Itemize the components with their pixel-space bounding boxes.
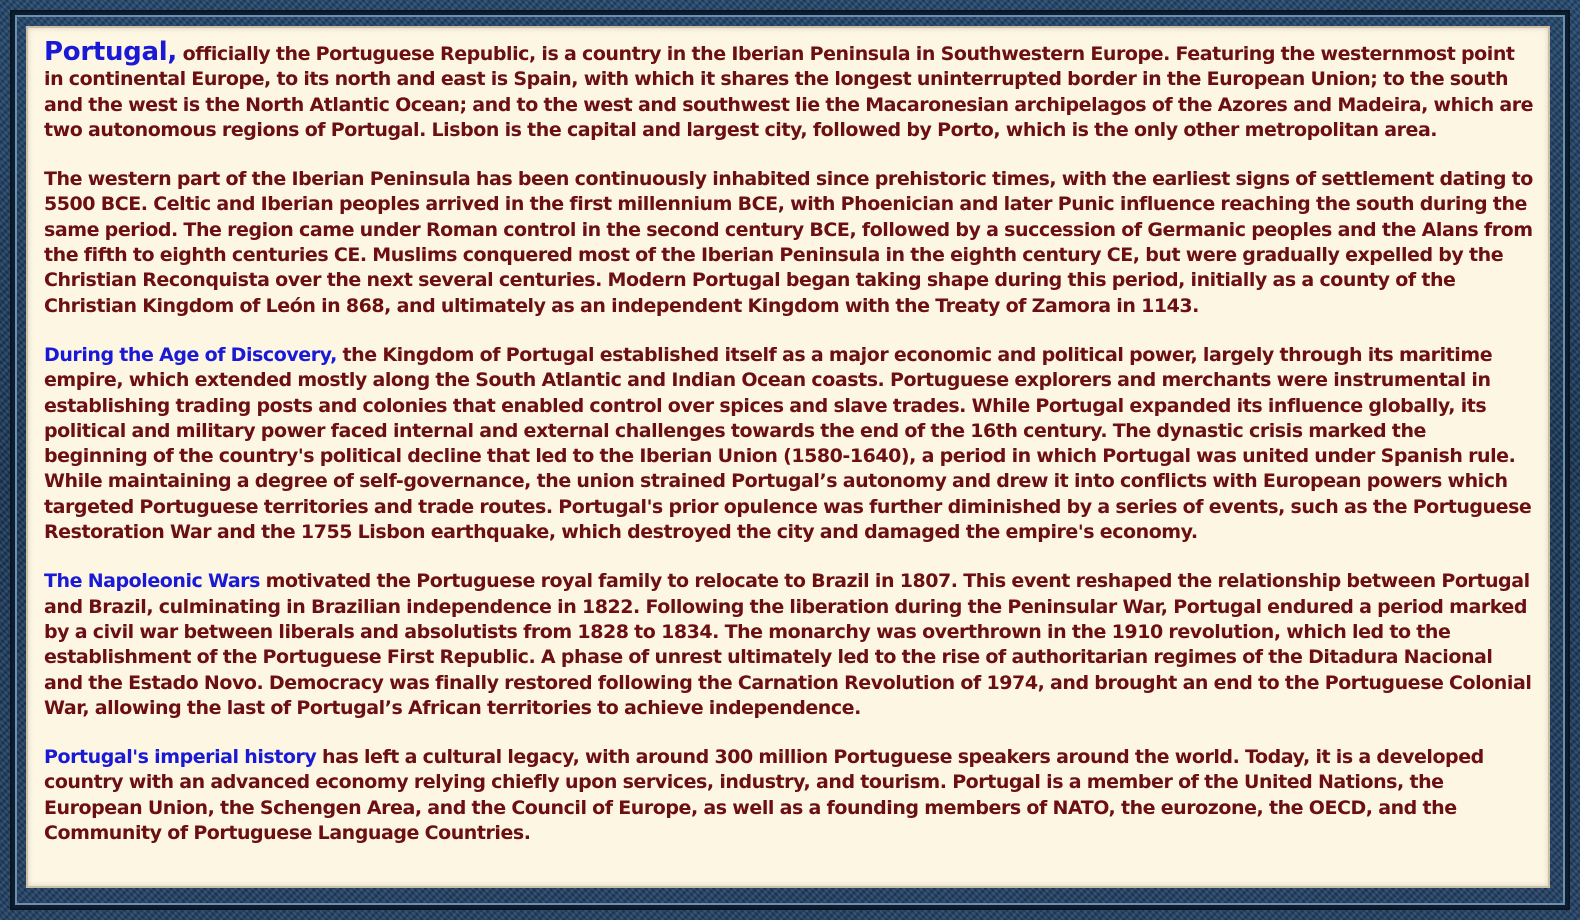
- paragraph-lead-age-of-discovery: During the Age of Discovery,: [44, 343, 337, 366]
- paragraph-age-of-discovery: [44, 343, 1534, 545]
- paragraph-lead-portugal: Portugal,: [44, 37, 177, 67]
- paragraph-lead-napoleonic-wars: The Napoleonic Wars: [44, 570, 260, 593]
- paragraph-body: the Kingdom of Portugal established itself as a major economic and political power, largely through its maritime empire, which extended mostly along the South Atlantic and Indian Ocean coasts. Portuguese explorers and merchants were instrumental in establishing trading posts and colonies that enabled control over spices and slave trades. While Portugal expanded its influence globally, its political and military power faced internal and external challenges towards the end of the 16th century. The dynastic crisis marked the beginning of the country's political decline that led to the Iberian Union (1580-1640), a period in which Portugal was united under Spanish rule. While maintaining a degree of self-governance, the union strained Portugal’s autonomy and drew it into conflicts with European powers which targeted Portuguese territories and trade routes. Portugal's prior opulence was further diminished by a series of events, such as the Portuguese Restoration War and the 1755 Lisbon earthquake, which destroyed the city and damaged the empire's economy.: [44, 343, 1532, 544]
- paragraph-body: The western part of the Iberian Peninsula has been continuously inhabited since prehistoric times, with the earliest signs of settlement dating to 5500 BCE. Celtic and Iberian peoples arrived in the first millennium BCE, with Phoenician and later Punic influence reaching the south during the same period. The region came under Roman control in the second century BCE, followed by a succession of Germanic peoples and the Alans from the fifth to eighth centuries CE. Muslims conquered most of the Iberian Peninsula in the eighth century CE, but were gradually expelled by the Christian Reconquista over the next several centuries. Modern Portugal began taking shape during this period, initially as a county of the Christian Kingdom of León in 868, and ultimately as an independent Kingdom with the Treaty of Zamora in 1143.: [44, 168, 1533, 317]
- paragraph-intro: [44, 37, 1534, 143]
- text-panel: [26, 26, 1550, 888]
- paragraph-body: motivated the Portuguese royal family to relocate to Brazil in 1807. This event reshaped the relationship between Portugal and Brazil, culminating in Brazilian independence in 1822. Following the liberation during the Peninsular War, Portugal endured a period marked by a civil war between liberals and absolutists from 1828 to 1834. The monarchy was overthrown in the 1910 revolution, which led to the establishment of the Portuguese First Republic. A phase of unrest ultimately led to the rise of authoritarian regimes of the Ditadura Nacional and the Estado Novo. Democracy was finally restored following the Carnation Revolution of 1974, and brought an end to the Portuguese Colonial War, allowing the last of Portugal’s African territories to achieve independence.: [44, 570, 1532, 719]
- paragraph-imperial-history: [44, 745, 1534, 846]
- paragraph-early-history: [44, 167, 1534, 319]
- paragraph-body: has left a cultural legacy, with around 300 million Portuguese speakers around the world. Today, it is a developed country with an advanced economy relying chiefly upon services, industry, and tourism. Portugal is a member of the United Nations, the European Union, the Schengen Area, and the Council of Europe, as well as a founding members of NATO, the eurozone, the OECD, and the Community of Portuguese Language Countries.: [44, 746, 1484, 845]
- paragraph-napoleonic-wars: [44, 569, 1534, 721]
- paragraph-body: officially the Portuguese Republic, is a country in the Iberian Peninsula in Southwestern Europe. Featuring the westernmost point in continental Europe, to its north and east is Spain, with which it shares the longest uninterrupted border in the European Union; to the south and the west is the North Atlantic Ocean; and to the west and southwest lie the Macaronesian archipelagos of the Azores and Madeira, which are two autonomous regions of Portugal. Lisbon is the capital and largest city, followed by Porto, which is the only other metropolitan area.: [44, 43, 1534, 141]
- paragraph-lead-imperial-history: Portugal's imperial history: [44, 746, 317, 769]
